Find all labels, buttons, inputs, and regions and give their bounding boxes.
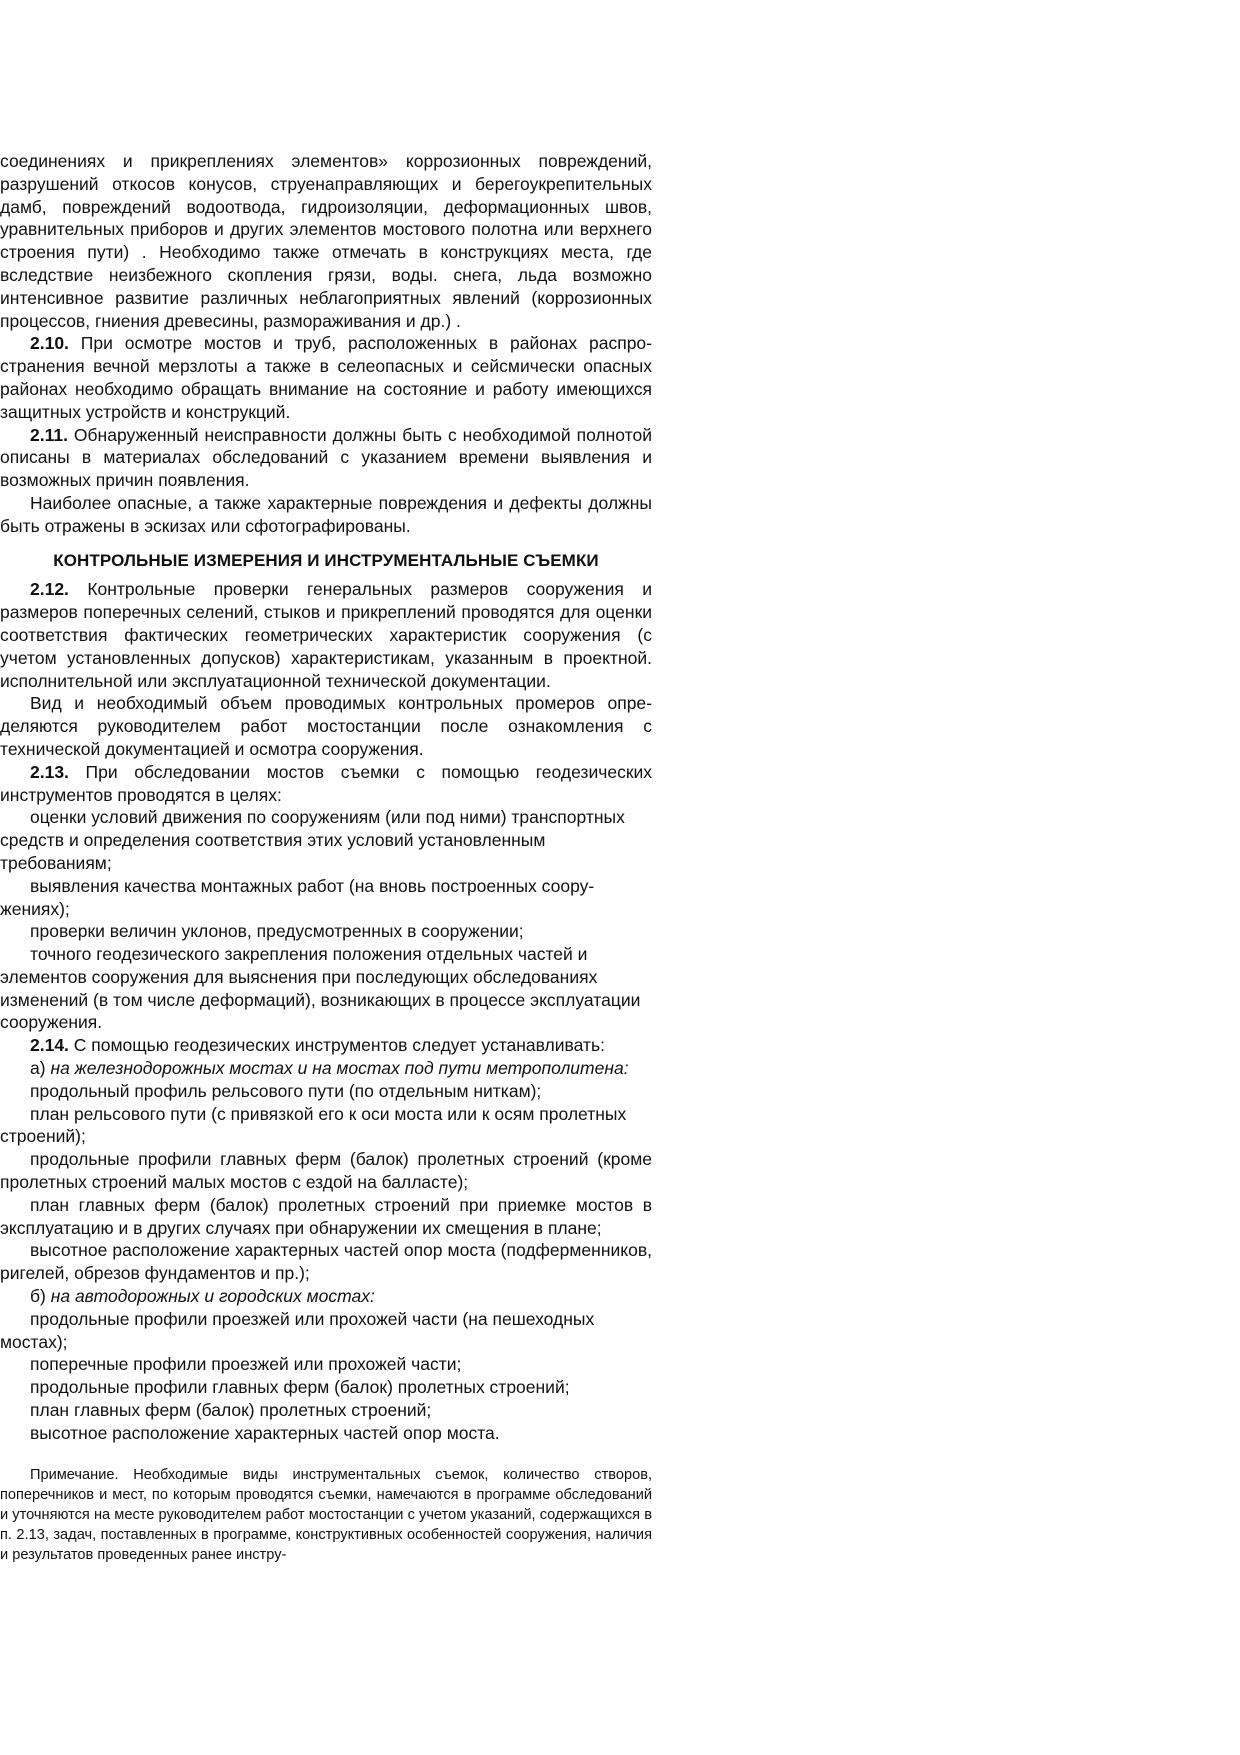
paragraph xyxy=(0,1148,652,1194)
paragraph-text: высотное расположение характерных частей опор моста. xyxy=(30,1422,500,1443)
paragraph-text: Вид и необходимый объем проводимых контрольных промеров определяются руководителем работ мостостанции после ознакомления с технической документацией и осмотра сооружения. xyxy=(0,693,652,759)
paragraph-text: При осмотре мостов и труб, расположенных в районах распространения вечной мерзлоты а также в селеопасных и сейсмически опасных районах необходимо обращать внимание на состояние и работу имеющихся защитных устройств и конструкций. xyxy=(0,333,652,422)
paragraph-text: план главных ферм (балок) пролетных строений; xyxy=(30,1400,432,1421)
paragraph xyxy=(0,150,652,332)
paragraph xyxy=(0,1308,652,1354)
list-marker: а) xyxy=(30,1058,51,1079)
paragraph-text: высотное расположение характерных частей опор моста (подферменников, ригелей, обрезов фундаментов и пр.); xyxy=(0,1240,652,1284)
paragraph xyxy=(0,875,652,921)
paragraph xyxy=(0,1057,652,1080)
paragraph-text: продольные профили главных ферм (балок) пролетных строений; xyxy=(30,1377,570,1398)
document-page xyxy=(0,150,652,1565)
paragraph-text: Обнаруженный неисправности должны быть с необходимой полнотой описаны в материалах обследований с указанием времени выявления и возможных причин появления. xyxy=(0,424,652,491)
clause-number: 2.14. xyxy=(30,1035,69,1056)
paragraph xyxy=(0,1103,652,1149)
paragraph-text: Наиболее опасные, а также характерные повреждения и дефекты должны быть отражены в эскизах или сфотографированы. xyxy=(0,492,652,536)
paragraph xyxy=(0,578,652,692)
paragraph xyxy=(0,1376,652,1399)
paragraph xyxy=(0,692,652,760)
paragraph-text: оценки условий движения по сооружениям (или под ними) транспортных средств и определения соответствия этих условий установленным требованиям; xyxy=(0,807,625,873)
paragraph xyxy=(0,424,652,492)
paragraph-text: план главных ферм (балок) пролетных строений при приемке мостов в эксплуатацию и в других случаях при обнаружении их смещения в плане; xyxy=(0,1194,652,1238)
paragraph xyxy=(0,1422,652,1445)
paragraph-text: Контрольные проверки генеральных размеров сооружения и размеров поперечных селений, стыков и прикреплений проводятся для оценки соответствия фактических геометрических характеристик сооружения (с учетом установленных допусков) характеристикам, указанным в проектной. исполнительной или эксплуатационной технической документации. xyxy=(0,579,652,691)
paragraph-text: точного геодезического закрепления положения отдельных частей и элементов сооружения для выяснения при последующих обследованиях изменений (в том числе деформаций), возникающих в процессе эксплуатации сооружения. xyxy=(0,944,641,1033)
paragraph xyxy=(0,761,652,807)
paragraph xyxy=(0,492,652,538)
clause-number: 2.11. xyxy=(30,424,68,445)
paragraph-text: С помощью геодезических инструментов следует устанавливать: xyxy=(68,1035,605,1056)
paragraph xyxy=(0,1080,652,1103)
clause-number: 2.12. xyxy=(30,579,69,600)
text-block-top xyxy=(0,150,652,538)
paragraph xyxy=(0,1399,652,1422)
paragraph xyxy=(0,1353,652,1376)
paragraph xyxy=(0,943,652,1034)
paragraph-text: продольные профили проезжей или прохожей части (на пешеходных мостах); xyxy=(0,1308,595,1352)
paragraph-text: проверки величин уклонов, предусмотренных в сооружении; xyxy=(30,921,524,942)
section-heading: КОНТРОЛЬНЫЕ ИЗМЕРЕНИЯ И ИНСТРУМЕНТАЛЬНЫЕ СЪЕМКИ xyxy=(53,550,599,570)
note-block xyxy=(0,1465,652,1565)
paragraph xyxy=(0,1194,652,1240)
paragraph xyxy=(0,332,652,423)
paragraph-text: соединениях и прикреплениях элементов» коррозионных повреждений, разрушений откосов конусов, струенаправляющих и берегоукрепительных дамб, повреждений водоотвода, гидроизоляции, деформационных швов, уравнительных приборов и других элементов мостового полотна или верхнего строения пути) . Необходимо также отмечать в конструкциях места, где вследствие неизбежного скопления грязи, воды. снега, льда возможно интенсивное развитие различных неблагоприятных явлений (коррозионных процессов, гниения древесины, размораживания и др.) . xyxy=(0,151,652,331)
paragraph-text: план рельсового пути (с привязкой его к оси моста или к осям пролетных строений); xyxy=(0,1103,627,1147)
paragraph xyxy=(0,1034,652,1057)
text-block-bottom xyxy=(0,578,652,1444)
subheading-italic: на автодорожных и городских мостах: xyxy=(50,1286,375,1307)
paragraph xyxy=(0,806,652,874)
list-marker: б) xyxy=(30,1286,51,1307)
paragraph xyxy=(0,920,652,943)
subheading-italic: на железнодорожных мостах и на мостах под пути метрополитена: xyxy=(50,1058,629,1079)
paragraph xyxy=(0,1239,652,1285)
paragraph-text: выявления качества монтажных работ (на вновь построенных сооружениях); xyxy=(0,875,595,919)
clause-number: 2.10. xyxy=(30,333,69,354)
paragraph-text: продольные профили главных ферм (балок) пролетных строений (кроме пролетных строений малых мостов с ездой на балласте); xyxy=(0,1149,652,1193)
paragraph-text: поперечные профили проезжей или прохожей части; xyxy=(30,1354,462,1375)
note-paragraph: Примечание. Необходимые виды инструментальных съемок, количество створов, поперечников и мест, по которым проводятся съемки, намечаются в программе обследований и уточняются на месте руководителем работ мостостанции с учетом указаний, содержащихся в п. 2.13, задач, поставленных в программе, конструктивных особенностей сооружения, наличия и результатов проведенных ранее инстру- xyxy=(0,1466,652,1563)
paragraph-text: продольный профиль рельсового пути (по отдельным ниткам); xyxy=(30,1080,542,1101)
clause-number: 2.13. xyxy=(30,761,69,782)
paragraph-text: При обследовании мостов съемки с помощью геодезических инструментов проводятся в целях: xyxy=(0,761,652,805)
paragraph xyxy=(0,1285,652,1308)
